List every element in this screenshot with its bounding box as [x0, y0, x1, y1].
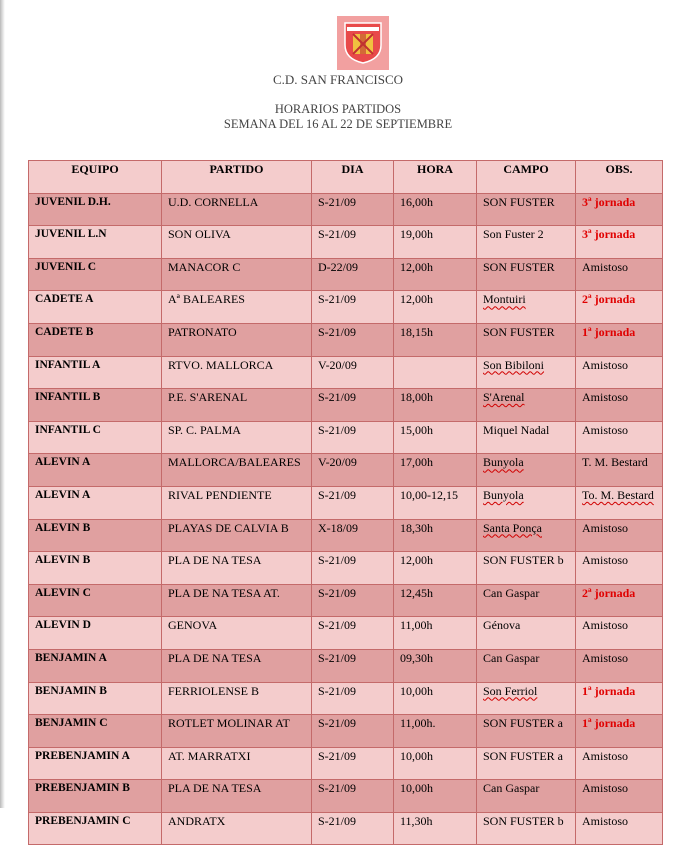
table-row	[29, 389, 663, 422]
cell-partido: ANDRATX	[162, 812, 312, 845]
club-name: C.D. SAN FRANCISCO	[272, 72, 404, 87]
cell-dia: S-21/09	[312, 780, 394, 813]
cell-campo: Montuiri	[477, 291, 576, 324]
cell-hora: 12,45h	[394, 584, 477, 617]
cell-hora: 15,00h	[394, 421, 477, 454]
table-header-row	[29, 161, 663, 194]
cell-equipo: INFANTIL A	[29, 356, 162, 389]
cell-partido: MANACOR C	[162, 258, 312, 291]
cell-equipo: ALEVIN A	[29, 454, 162, 487]
cell-campo: SON FUSTER b	[477, 812, 576, 845]
cell-dia: S-21/09	[312, 747, 394, 780]
table-row	[29, 226, 663, 259]
cell-partido: ROTLET MOLINAR AT	[162, 715, 312, 748]
cell-partido: RTVO. MALLORCA	[162, 356, 312, 389]
table-row	[29, 780, 663, 813]
cell-campo: Can Gaspar	[477, 780, 576, 813]
cell-hora: 17,00h	[394, 454, 477, 487]
cell-dia: S-21/09	[312, 715, 394, 748]
cell-dia: S-21/09	[312, 812, 394, 845]
cell-partido: PLAYAS DE CALVIA B	[162, 519, 312, 552]
cell-dia: S-21/09	[312, 421, 394, 454]
cell-equipo: INFANTIL C	[29, 421, 162, 454]
table-row	[29, 193, 663, 226]
header-obs: OBS.	[576, 161, 663, 194]
table-row	[29, 584, 663, 617]
cell-hora: 10,00h	[394, 682, 477, 715]
cell-obs: 1ª jornada	[576, 323, 663, 356]
cell-hora: 10,00-12,15	[394, 486, 477, 519]
cell-hora: 12,00h	[394, 258, 477, 291]
cell-partido: U.D. CORNELLA	[162, 193, 312, 226]
cell-equipo: PREBENJAMIN A	[29, 747, 162, 780]
cell-obs: T. M. Bestard	[576, 454, 663, 487]
cell-campo: Son Bibiloni	[477, 356, 576, 389]
cell-hora: 09,30h	[394, 649, 477, 682]
cell-dia: S-21/09	[312, 617, 394, 650]
table-row	[29, 812, 663, 845]
cell-equipo: ALEVIN C	[29, 584, 162, 617]
cell-obs: 3ª jornada	[576, 226, 663, 259]
cell-obs: Amistoso	[576, 780, 663, 813]
cell-hora: 18,00h	[394, 389, 477, 422]
cell-partido: AT. MARRATXI	[162, 747, 312, 780]
cell-hora: 10,00h	[394, 780, 477, 813]
cell-obs: Amistoso	[576, 519, 663, 552]
cell-partido: PLA DE NA TESA AT.	[162, 584, 312, 617]
table-row	[29, 291, 663, 324]
cell-campo: SON FUSTER	[477, 323, 576, 356]
cell-dia: D-22/09	[312, 258, 394, 291]
table-row	[29, 356, 663, 389]
table-row	[29, 617, 663, 650]
cell-obs: To. M. Bestard	[576, 486, 663, 519]
table-row	[29, 682, 663, 715]
cell-campo: Miquel Nadal	[477, 421, 576, 454]
cell-campo: SON FUSTER	[477, 258, 576, 291]
cell-hora: 11,00h.	[394, 715, 477, 748]
cell-dia: V-20/09	[312, 356, 394, 389]
cell-partido: P.E. S'ARENAL	[162, 389, 312, 422]
cell-hora: 11,00h	[394, 617, 477, 650]
cell-hora: 11,30h	[394, 812, 477, 845]
cell-campo: Bunyola	[477, 486, 576, 519]
cell-campo: SON FUSTER a	[477, 747, 576, 780]
cell-hora: 18,30h	[394, 519, 477, 552]
cell-obs: Amistoso	[576, 356, 663, 389]
cell-obs: 2ª jornada	[576, 584, 663, 617]
cell-partido: PLA DE NA TESA	[162, 780, 312, 813]
cell-dia: V-20/09	[312, 454, 394, 487]
cell-campo: SON FUSTER	[477, 193, 576, 226]
cell-equipo: BENJAMIN B	[29, 682, 162, 715]
cell-partido: PATRONATO	[162, 323, 312, 356]
cell-obs: Amistoso	[576, 747, 663, 780]
cell-obs: Amistoso	[576, 617, 663, 650]
cell-partido: GENOVA	[162, 617, 312, 650]
cell-equipo: INFANTIL B	[29, 389, 162, 422]
table-row	[29, 552, 663, 585]
table-row	[29, 715, 663, 748]
cell-hora: 16,00h	[394, 193, 477, 226]
cell-equipo: CADETE A	[29, 291, 162, 324]
cell-obs: Amistoso	[576, 649, 663, 682]
cell-obs: Amistoso	[576, 421, 663, 454]
header-hora: HORA	[394, 161, 477, 194]
table-row	[29, 519, 663, 552]
cell-hora: 18,15h	[394, 323, 477, 356]
cell-dia: S-21/09	[312, 682, 394, 715]
cell-partido: PLA DE NA TESA	[162, 552, 312, 585]
header-dia: DIA	[312, 161, 394, 194]
table-row	[29, 454, 663, 487]
cell-equipo: JUVENIL C	[29, 258, 162, 291]
schedule-body	[29, 193, 663, 845]
cell-dia: X-18/09	[312, 519, 394, 552]
schedule-table	[28, 160, 663, 845]
cell-equipo: CADETE B	[29, 323, 162, 356]
table-row	[29, 323, 663, 356]
cell-equipo: ALEVIN D	[29, 617, 162, 650]
cell-hora	[394, 356, 477, 389]
cell-partido: SON OLIVA	[162, 226, 312, 259]
cell-campo: Son Fuster 2	[477, 226, 576, 259]
table-row	[29, 649, 663, 682]
cell-campo: Can Gaspar	[477, 584, 576, 617]
cell-equipo: JUVENIL D.H.	[29, 193, 162, 226]
cell-hora: 19,00h	[394, 226, 477, 259]
cell-campo: Bunyola	[477, 454, 576, 487]
header-equipo: EQUIPO	[29, 161, 162, 194]
document-title: HORARIOS PARTIDOS	[274, 102, 402, 116]
cell-dia: S-21/09	[312, 389, 394, 422]
cell-equipo: ALEVIN A	[29, 486, 162, 519]
cell-equipo: PREBENJAMIN B	[29, 780, 162, 813]
cell-campo: SON FUSTER b	[477, 552, 576, 585]
cell-dia: S-21/09	[312, 649, 394, 682]
cell-obs: Amistoso	[576, 552, 663, 585]
cell-campo: Génova	[477, 617, 576, 650]
table-row	[29, 486, 663, 519]
cell-dia: S-21/09	[312, 486, 394, 519]
cell-dia: S-21/09	[312, 552, 394, 585]
cell-dia: S-21/09	[312, 193, 394, 226]
table-row	[29, 258, 663, 291]
cell-hora: 10,00h	[394, 747, 477, 780]
cell-partido: PLA DE NA TESA	[162, 649, 312, 682]
club-logo	[337, 16, 389, 70]
cell-partido: SP. C. PALMA	[162, 421, 312, 454]
cell-obs: Amistoso	[576, 389, 663, 422]
club-crest-icon	[343, 21, 383, 65]
cell-partido: MALLORCA/BALEARES	[162, 454, 312, 487]
cell-obs: 2ª jornada	[576, 291, 663, 324]
cell-dia: S-21/09	[312, 584, 394, 617]
cell-obs: Amistoso	[576, 812, 663, 845]
header-campo: CAMPO	[477, 161, 576, 194]
cell-campo: S'Arenal	[477, 389, 576, 422]
cell-equipo: JUVENIL L.N	[29, 226, 162, 259]
cell-obs: Amistoso	[576, 258, 663, 291]
cell-campo: SON FUSTER a	[477, 715, 576, 748]
cell-campo: Santa Ponça	[477, 519, 576, 552]
cell-partido: Aª BALEARES	[162, 291, 312, 324]
cell-equipo: BENJAMIN C	[29, 715, 162, 748]
cell-obs: 3ª jornada	[576, 193, 663, 226]
week-subtitle: SEMANA DEL 16 AL 22 DE SEPTIEMBRE	[223, 117, 453, 131]
cell-dia: S-21/09	[312, 291, 394, 324]
cell-equipo: ALEVIN B	[29, 519, 162, 552]
cell-campo: Son Ferriol	[477, 682, 576, 715]
cell-obs: 1ª jornada	[576, 682, 663, 715]
table-row	[29, 421, 663, 454]
cell-equipo: PREBENJAMIN C	[29, 812, 162, 845]
cell-hora: 12,00h	[394, 552, 477, 585]
cell-hora: 12,00h	[394, 291, 477, 324]
cell-dia: S-21/09	[312, 226, 394, 259]
cell-partido: FERRIOLENSE B	[162, 682, 312, 715]
cell-equipo: BENJAMIN A	[29, 649, 162, 682]
header-partido: PARTIDO	[162, 161, 312, 194]
cell-equipo: ALEVIN B	[29, 552, 162, 585]
table-row	[29, 747, 663, 780]
cell-obs: 1ª jornada	[576, 715, 663, 748]
cell-campo: Can Gaspar	[477, 649, 576, 682]
cell-dia: S-21/09	[312, 323, 394, 356]
cell-partido: RIVAL PENDIENTE	[162, 486, 312, 519]
